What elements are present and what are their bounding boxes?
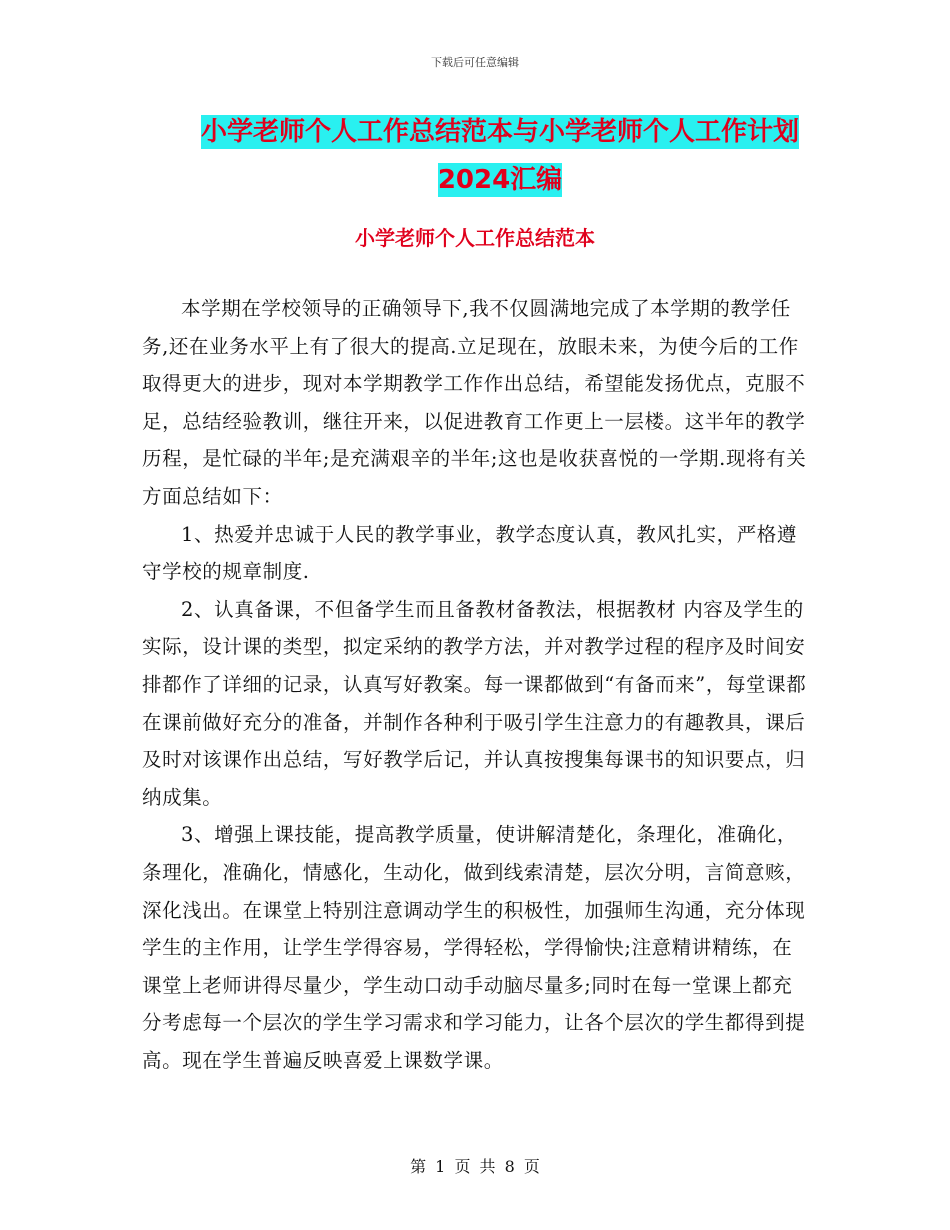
paragraph-item-1: 1、热爱并忠诚于人民的教学事业，教学态度认真，教风扎实，严格遵守学校的规章制度. [142,522,798,584]
paragraph-item-3: 3、增强上课技能，提高教学质量，使讲解清楚化，条理化，准确化，条理化，准确化，情感化，生动化，做到线索清楚，层次分明，言简意赅，深化浅出。在课堂上特别注意调动学生的积极性，加强师生沟通，充分体现学生的主作用，让学生学得容易，学得轻松，学得愉快;注意精讲精练，在课堂上老师讲得尽量少，学生动口动手动脑尽量多;同时在每一堂课上都充分考虑每一个层次的学生学习需求和学习能力，让各个层次的学生都得到提高。现在学生普遍反映喜爱上课数学课。 [142,823,806,1072]
page-number-footer: 第 1 页 共 8 页 [410,1157,540,1176]
document-title-line1: 小学老师个人工作总结范本与小学老师个人工作计划 [200,117,799,147]
paragraph-item-2: 2、认真备课，不但备学生而且备教材备教法，根据教材 内容及学生的实际，设计课的类型，拟定采纳的教学方法，并对教学过程的程序及时间安排都作了详细的记录，认真写好教案。每一课都做到“有备而来”，每堂课都在课前做好充分的准备，并制作各种利于吸引学生注意力的有趣教具，课后及时对该课作出总结，写好教学后记，并认真按搜集每课书的知识要点，归纳成集。 [142,597,807,809]
document-title [190,108,810,204]
document-body [142,290,810,1079]
paragraph-intro: 本学期在学校领导的正确领导下,我不仅圆满地完成了本学期的教学任务,还在业务水平上有了很大的提高.立足现在，放眼未来，为使今后的工作取得更大的进步，现对本学期教学工作作出总结，希望能发扬优点，克服不足，总结经验教训，继往开来，以促进教育工作更上一层楼。这半年的教学历程，是忙碌的半年;是充满艰辛的半年;这也是收获喜悦的一学期.现将有关方面总结如下： [142,297,807,508]
header-note: 下载后可任意编辑 [431,56,519,69]
document-title-line2: 2024汇编 [437,165,563,195]
section-title: 小学老师个人工作总结范本 [355,226,595,250]
